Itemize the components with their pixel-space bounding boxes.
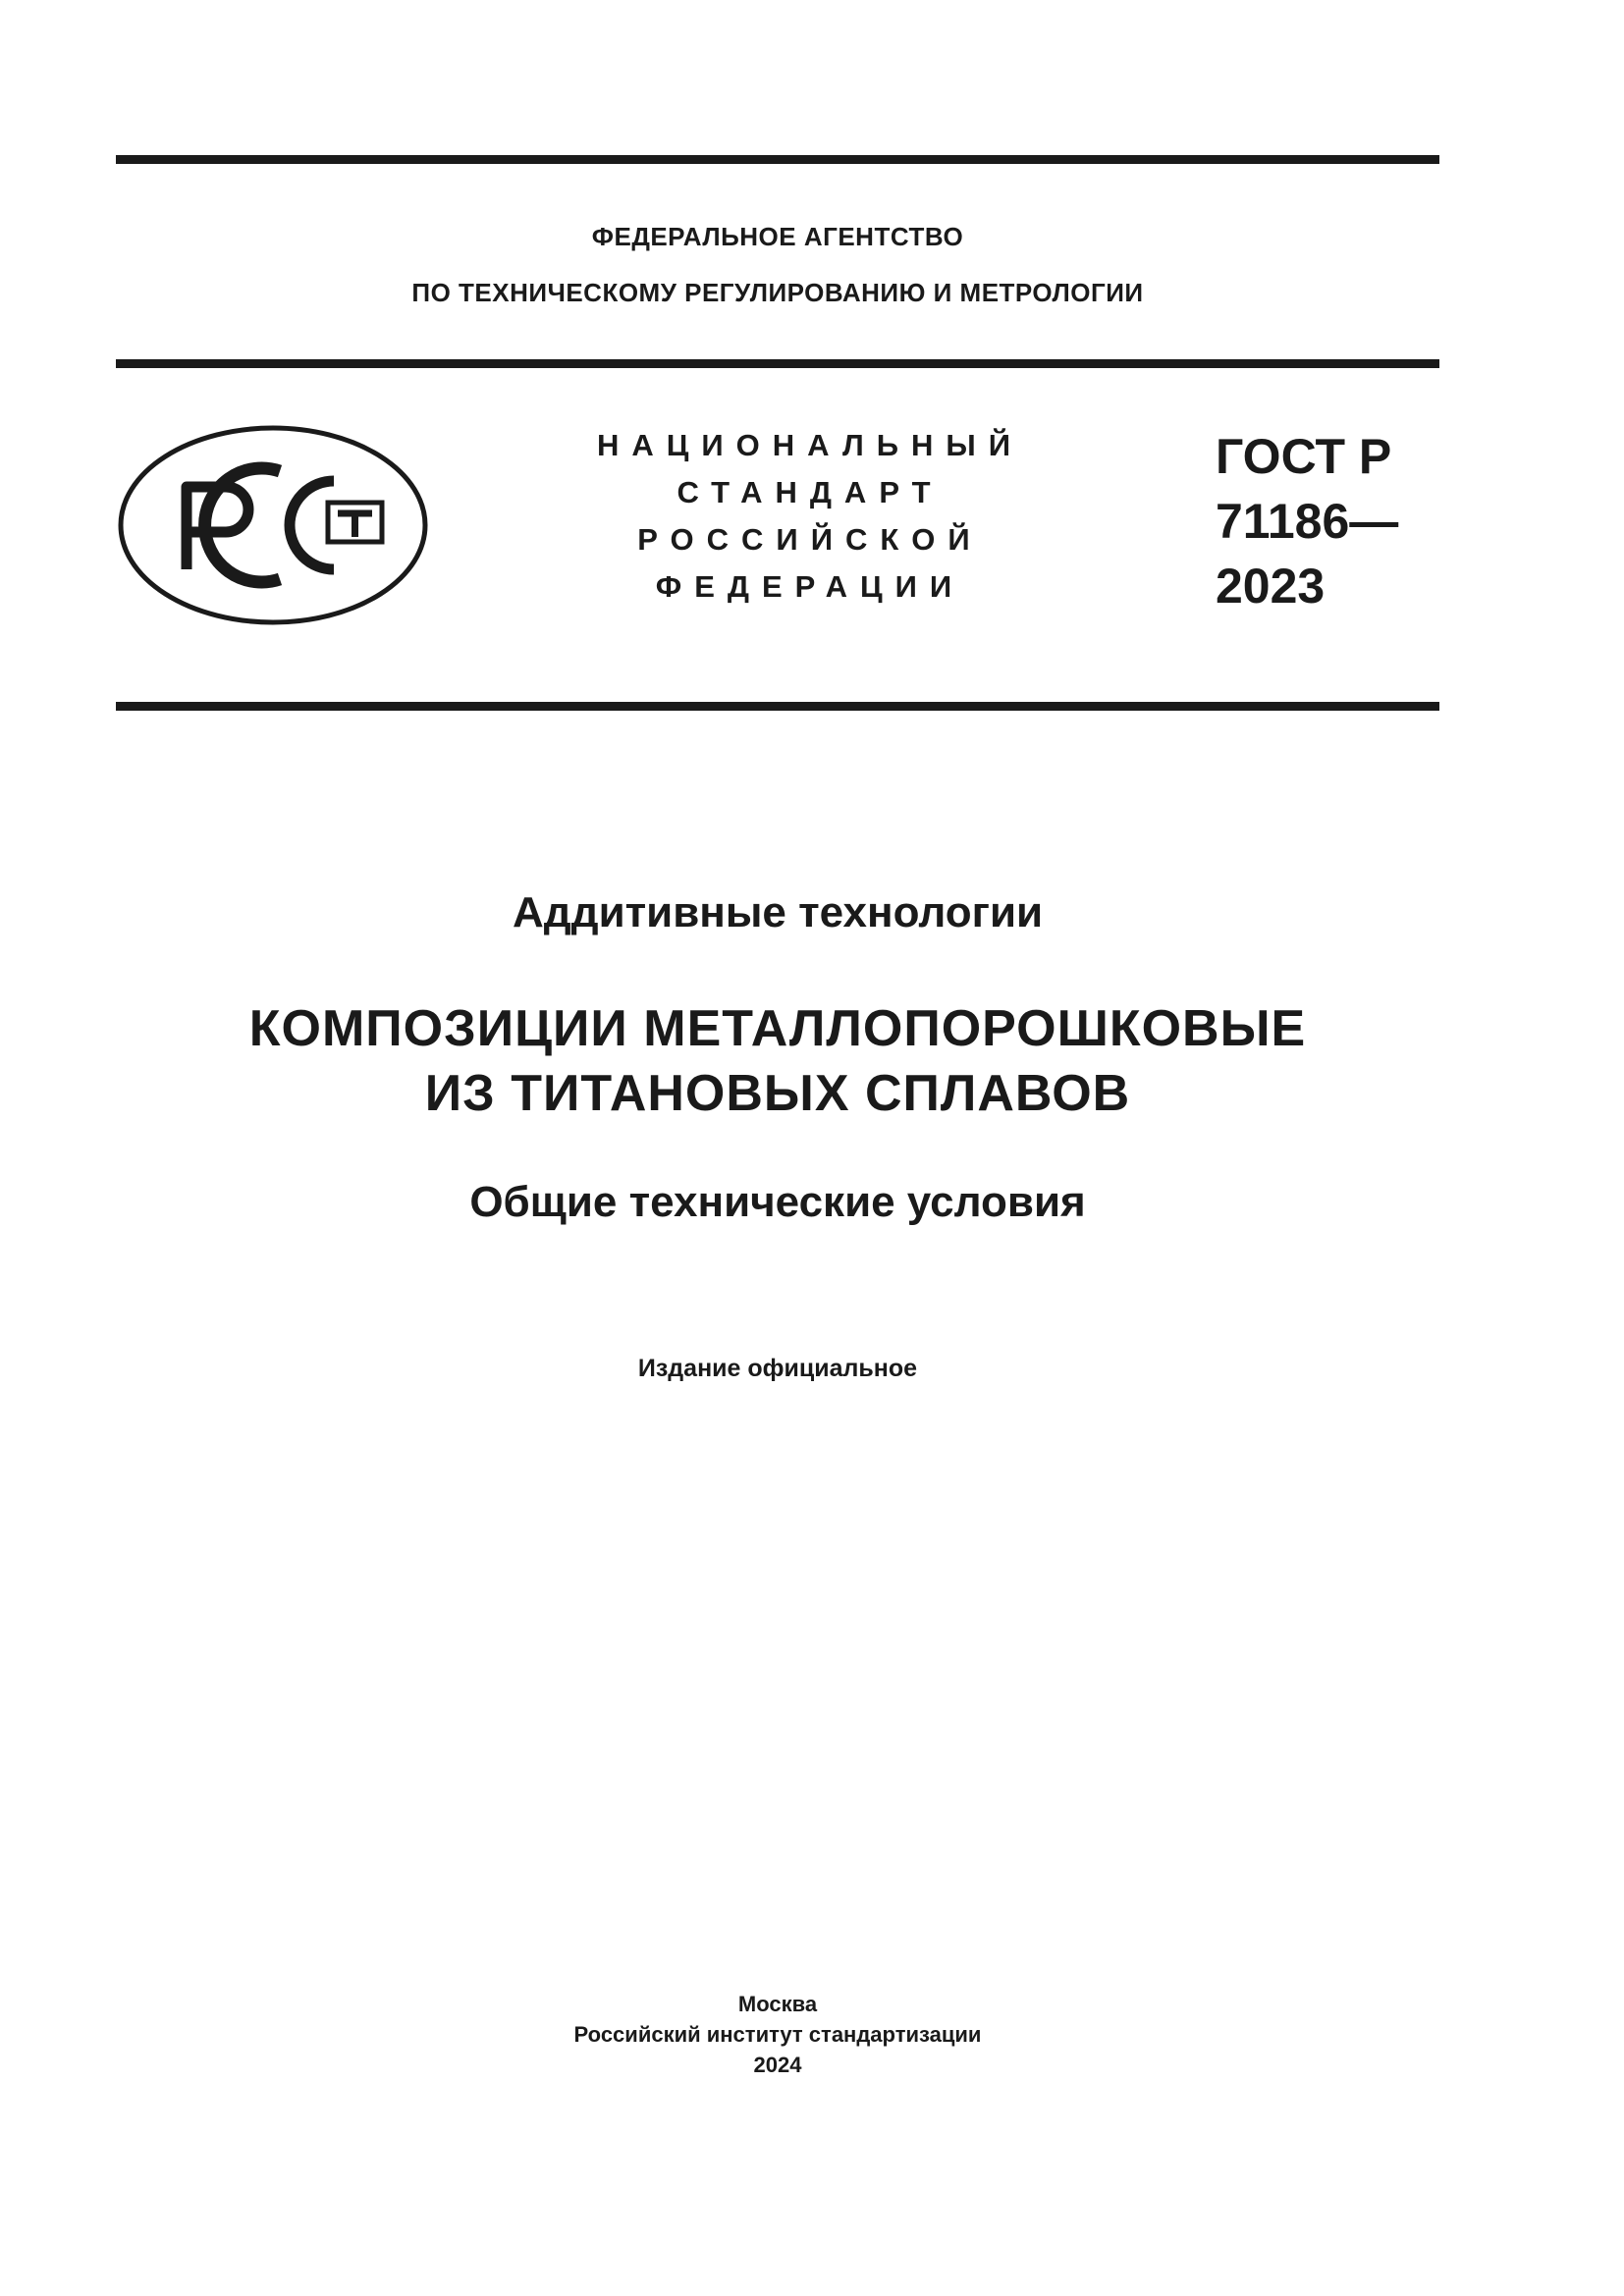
national-standard-line-3: РОССИЙСКОЙ [637,522,983,557]
document-title-line-2: ИЗ ТИТАНОВЫХ СПЛАВОВ [424,1065,1131,1122]
national-standard-label [579,422,1041,611]
imprint-publisher: Российский институт стандартизации [573,2022,982,2047]
publisher-imprint [116,1989,1439,2080]
document-title-line-1: КОМПОЗИЦИИ МЕТАЛЛОПОРОШКОВЫЕ [248,1000,1307,1057]
agency-name-line-1: ФЕДЕРАЛЬНОЕ АГЕНТСТВО [591,222,964,251]
standard-designation [1216,424,1398,618]
document-series: Аддитивные технологии [512,888,1044,936]
document-subtitle: Общие технические условия [469,1178,1086,1226]
national-standard-line-4: ФЕДЕРАЦИИ [655,569,965,604]
agency-name-line-2: ПО ТЕХНИЧЕСКОМУ РЕГУЛИРОВАНИЮ И МЕТРОЛОГИИ [411,278,1144,307]
top-rule [116,155,1439,164]
national-standard-line-1: НАЦИОНАЛЬНЫЙ [596,428,1024,462]
bottom-header-rule [116,702,1439,711]
header-divider-rule [116,359,1439,368]
imprint-city: Москва [737,1992,818,2016]
designation-line-3: 2023 [1216,559,1326,614]
imprint-year: 2024 [753,2053,802,2077]
document-title [116,996,1439,1126]
national-standard-line-2: СТАНДАРТ [677,475,944,509]
designation-line-1: ГОСТ Р [1216,429,1392,484]
edition-label: Издание официальное [637,1355,918,1382]
rst-certification-mark-icon [116,422,430,628]
designation-line-2: 71186— [1216,494,1399,549]
